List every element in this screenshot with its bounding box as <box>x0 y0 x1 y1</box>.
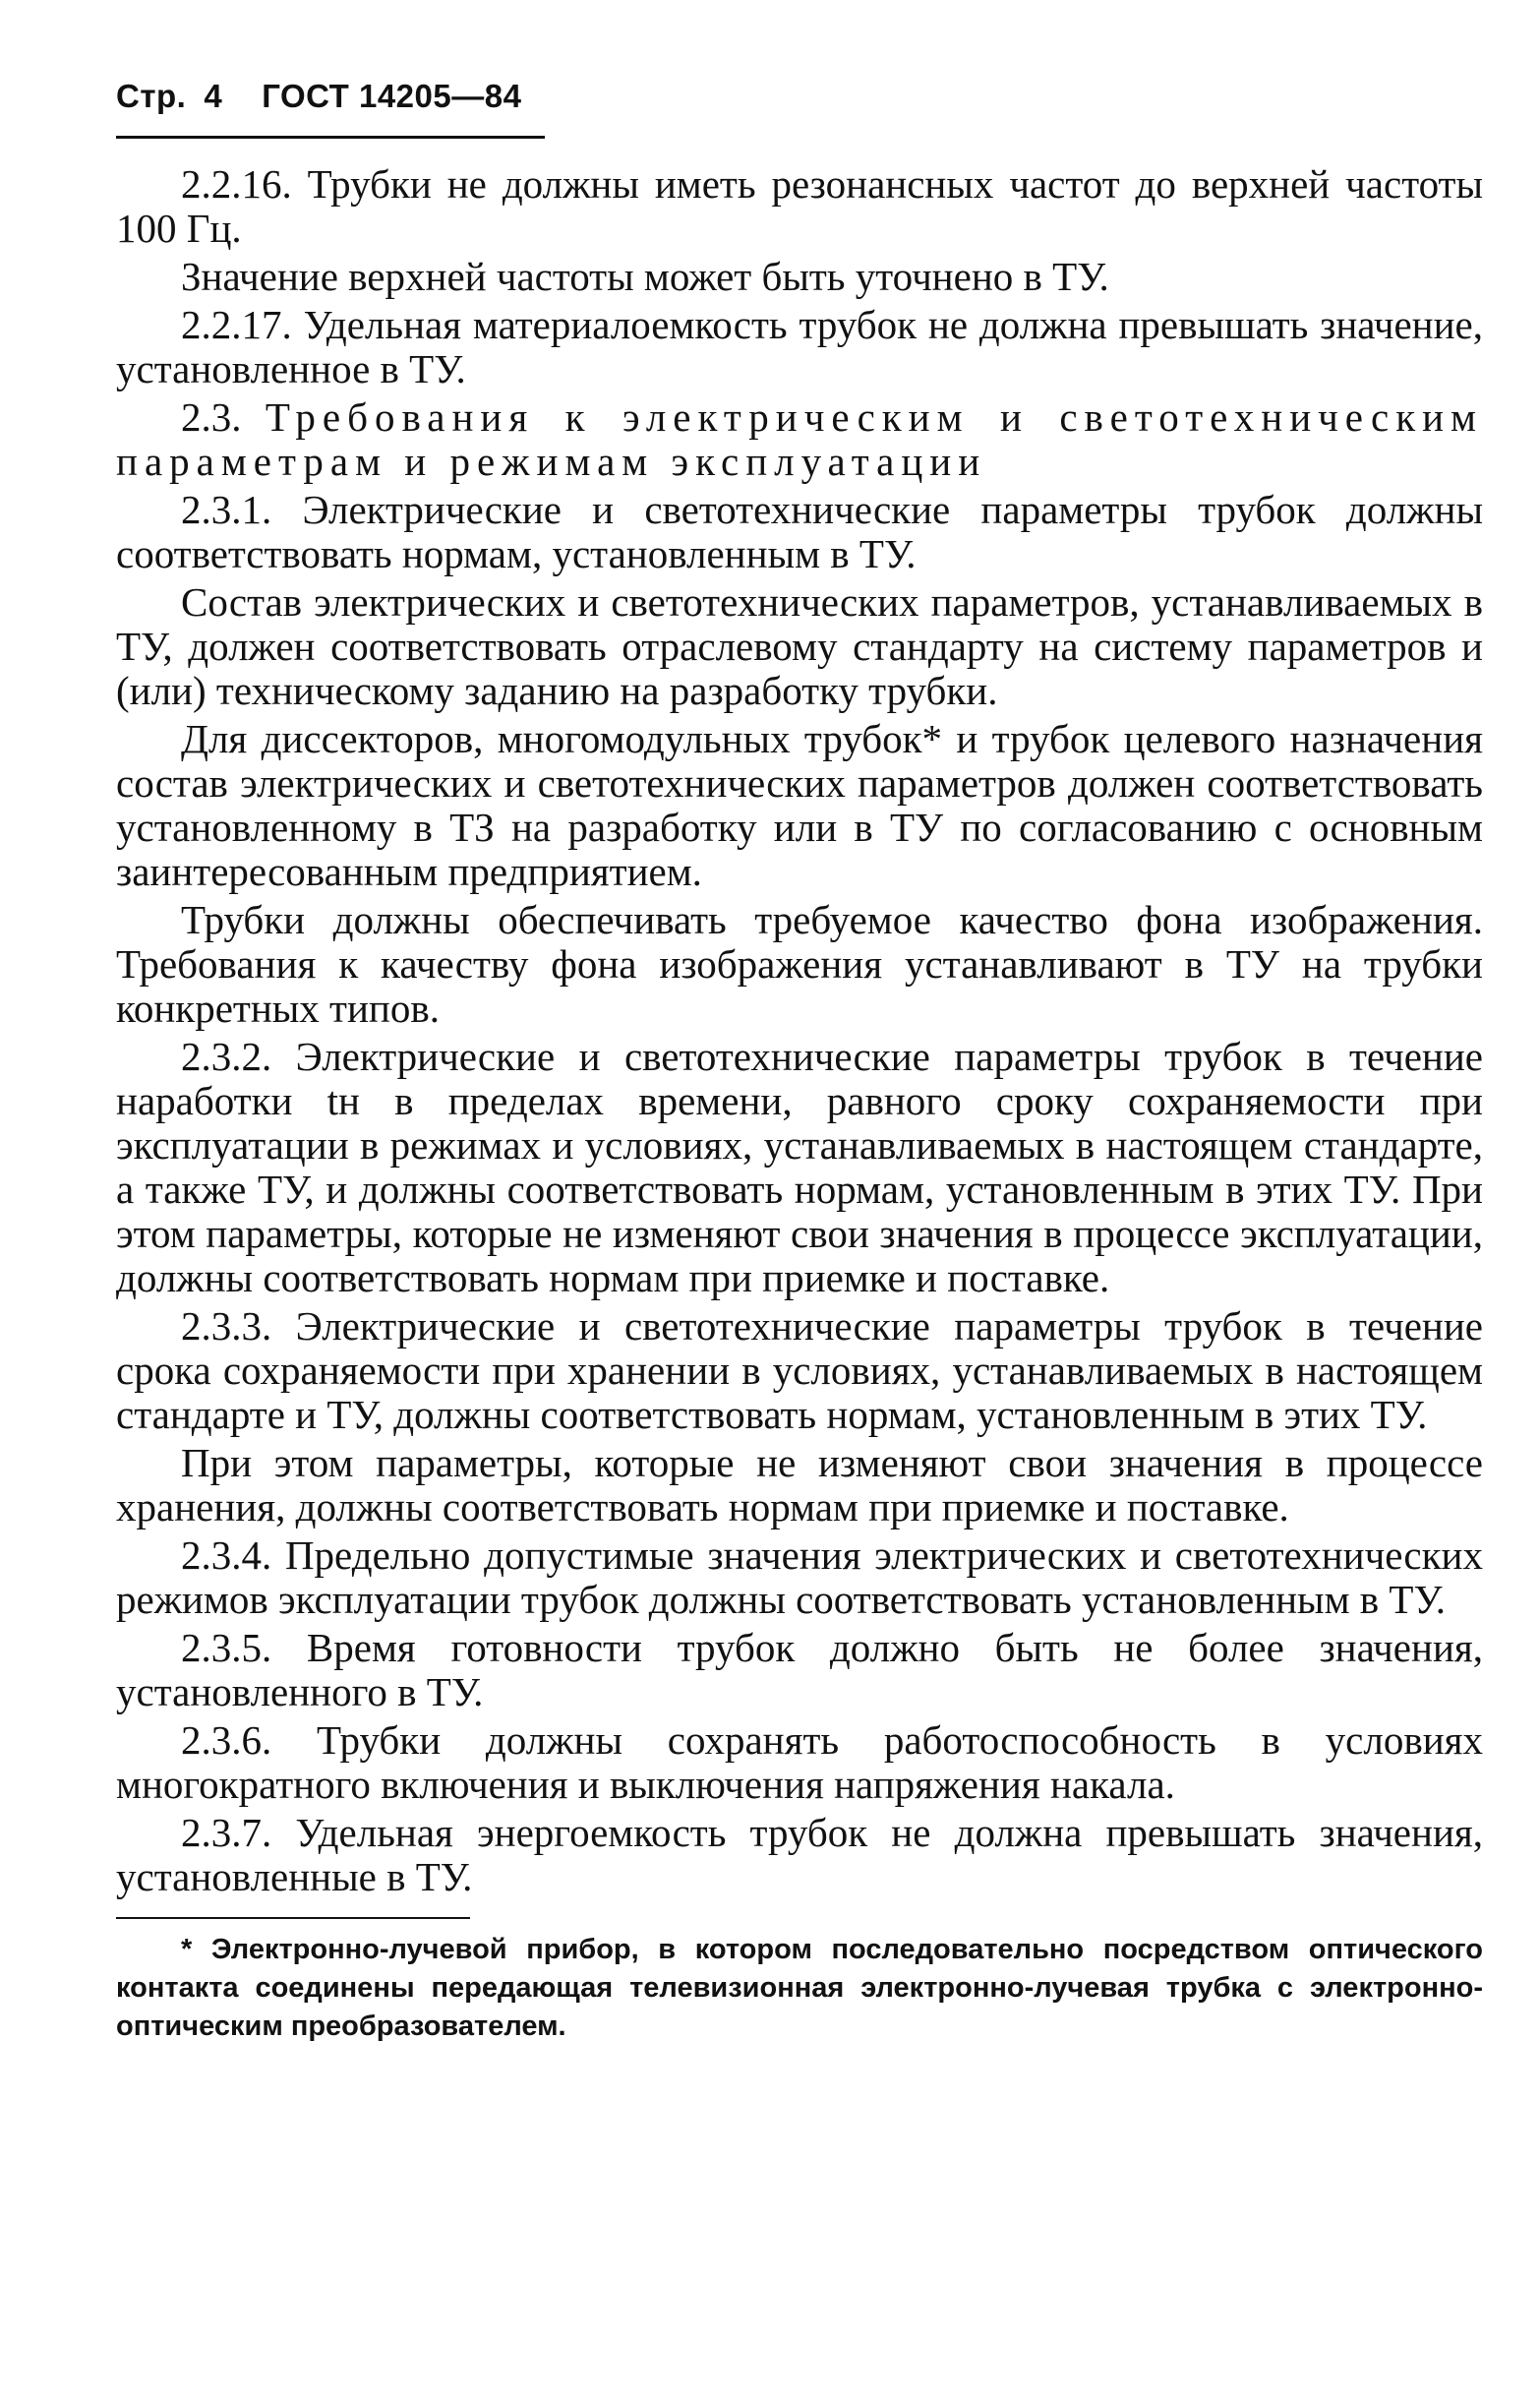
paragraph-2-2-17: 2.2.17. Удельная материалоемкость трубок не должна превышать значение, установленное в ТУ. <box>116 302 1483 391</box>
paragraph-2-3-7: 2.3.7. Удельная энергоемкость трубок не должна превышать значения, установленные в ТУ. <box>116 1810 1483 1899</box>
paragraph-dissectors: Для диссекторов, многомодульных трубок* и трубок целевого назначения состав электрических и светотехнических параметров должен соответствовать установленному в ТЗ на разработку или в ТУ по согласованию с основным заинтересованным предприятием. <box>116 716 1483 894</box>
paragraph-parameter-composition: Состав электрических и светотехнических параметров, устанавливаемых в ТУ, должен соответствовать отраслевому стандарту на систему параметров и (или) техническому заданию на разработку трубки. <box>116 579 1483 713</box>
footnote-rule <box>116 1917 470 1919</box>
header-rule <box>116 136 545 139</box>
section-title: Требования к электрическим и светотехническим параметрам и режимам эксплуатации <box>116 394 1484 484</box>
paragraph-2-3-1: 2.3.1. Электрические и светотехнические параметры трубок должны соответствовать нормам, установленным в ТУ. <box>116 487 1483 576</box>
paragraph-2-3-6: 2.3.6. Трубки должны сохранять работоспособность в условиях многократного включения и выключения напряжения накала. <box>116 1717 1483 1807</box>
document-code: ГОСТ 14205—84 <box>262 78 522 114</box>
page-label: Стр. <box>116 78 187 114</box>
paragraph-storage-parameters: При этом параметры, которые не изменяют свои значения в процессе хранения, должны соответствовать нормам при приемке и поставке. <box>116 1440 1483 1530</box>
page-header <box>116 69 1483 124</box>
paragraph-upper-frequency: Значение верхней частоты может быть уточнено в ТУ. <box>181 254 1109 299</box>
paragraph-2-3-5: 2.3.5. Время готовности трубок должно быть не более значения, установленного в ТУ. <box>116 1625 1483 1714</box>
paragraph-2-3-3: 2.3.3. Электрические и светотехнические параметры трубок в течение срока сохраняемости при хранении в условиях, устанавливаемых в настоящем стандарте и ТУ, должны соответствовать нормам, установленным в этих ТУ. <box>116 1303 1483 1437</box>
section-heading-2-3 <box>116 395 1483 484</box>
section-number: 2.3. <box>181 394 242 440</box>
document-page <box>116 69 1483 2046</box>
document-body <box>116 162 1483 2046</box>
paragraph-background-quality: Трубки должны обеспечивать требуемое качество фона изображения. Требования к качеству фона изображения устанавливают в ТУ на трубки конкретных типов. <box>116 897 1483 1031</box>
paragraph-2-3-4: 2.3.4. Предельно допустимые значения электрических и светотехнических режимов эксплуатации трубок должны соответствовать установленным в ТУ. <box>116 1532 1483 1622</box>
paragraph-2-3-2: 2.3.2. Электрические и светотехнические параметры трубок в течение наработки tн в пределах времени, равного сроку сохраняемости при эксплуатации в режимах и условиях, устанавливаемых в настоящем стандарте, а также ТУ, и должны соответствовать нормам, установленным в этих ТУ. При этом параметры, которые не изменяют свои значения в процессе эксплуатации, должны соответствовать нормам при приемке и поставке. <box>116 1034 1483 1300</box>
page-number: 4 <box>204 78 223 114</box>
paragraph-2-2-16: 2.2.16. Трубки не должны иметь резонансных частот до верхней частоты 100 Гц. <box>116 161 1483 251</box>
footnote: * Электронно-лучевой прибор, в котором последовательно посредством оптического контакта соединены передающая телевизионная электронно-лучевая трубка с электронно-оптическим преобразователем. <box>116 1934 1483 2042</box>
